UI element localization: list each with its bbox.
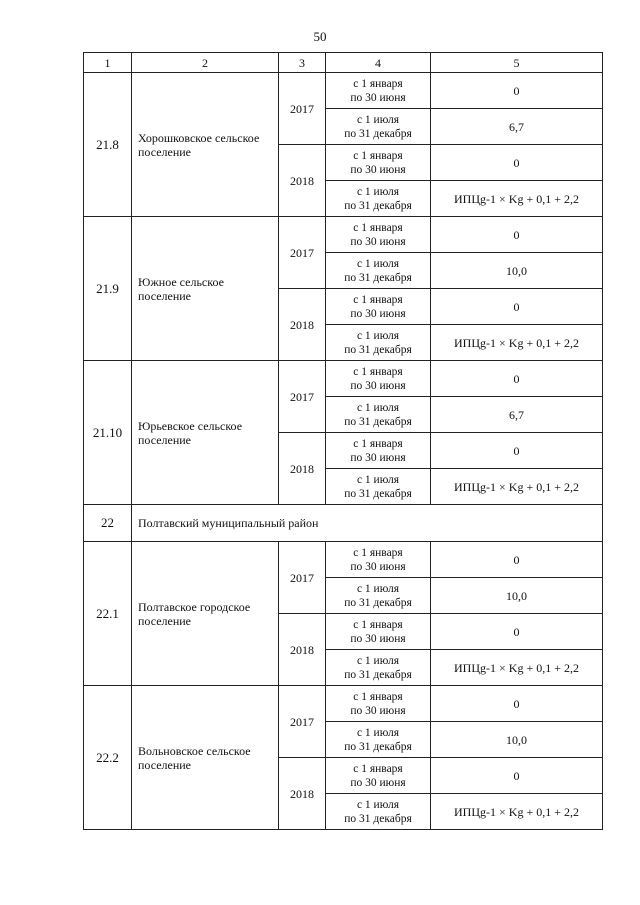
settlement-name-line: поселение (138, 757, 192, 772)
value-cell: 0 (431, 289, 603, 325)
header-cell-2: 2 (132, 53, 279, 73)
value-cell: 0 (431, 686, 603, 722)
row-number: 21.9 (84, 217, 132, 361)
header-cell-5: 5 (431, 53, 603, 73)
period-cell (326, 289, 431, 325)
period-cell (326, 181, 431, 217)
period-end: по 31 декабря (344, 740, 412, 753)
tariff-table (83, 52, 603, 830)
period-start: с 1 января (353, 690, 403, 703)
value-cell: 0 (431, 433, 603, 469)
year-cell: 2017 (279, 217, 326, 289)
year-cell: 2018 (279, 289, 326, 361)
settlement-name-line: Юрьевское сельское (138, 418, 243, 433)
value-cell: ИПЦg-1 × Kg + 0,1 + 2,2 (431, 650, 603, 686)
period-cell (326, 217, 431, 253)
value-cell: 0 (431, 758, 603, 794)
period-end: по 31 декабря (344, 596, 412, 609)
period-cell (326, 758, 431, 794)
period-end: по 31 декабря (344, 343, 412, 356)
year-cell: 2017 (279, 73, 326, 145)
period-end: по 31 декабря (344, 812, 412, 825)
value-cell: 0 (431, 614, 603, 650)
row-number: 22.1 (84, 542, 132, 686)
period-start: с 1 января (353, 762, 403, 775)
period-cell (326, 578, 431, 614)
period-start: с 1 июля (356, 654, 400, 667)
period-start: с 1 июля (356, 257, 400, 270)
period-start: с 1 июля (356, 185, 400, 198)
period-end: по 31 декабря (344, 668, 412, 681)
period-cell (326, 614, 431, 650)
region-name: Полтавский муниципальный район (132, 505, 603, 542)
header-cell-1: 1 (84, 53, 132, 73)
period-cell (326, 686, 431, 722)
period-end: по 30 июня (350, 163, 406, 176)
region-row (84, 505, 603, 542)
period-start: с 1 января (353, 437, 403, 450)
year-cell: 2017 (279, 686, 326, 758)
period-cell (326, 542, 431, 578)
value-cell: 0 (431, 542, 603, 578)
period-cell (326, 361, 431, 397)
table-row (84, 542, 603, 578)
period-start: с 1 января (353, 546, 403, 559)
value-cell: 10,0 (431, 722, 603, 758)
period-start: с 1 января (353, 77, 403, 90)
period-start: с 1 июля (356, 582, 400, 595)
period-start: с 1 июля (356, 798, 400, 811)
table-row (84, 217, 603, 253)
header-cell-4: 4 (326, 53, 431, 73)
period-cell (326, 469, 431, 505)
settlement-name-line: Полтавское городское (138, 599, 251, 614)
period-cell (326, 722, 431, 758)
period-end: по 31 декабря (344, 415, 412, 428)
period-end: по 30 июня (350, 379, 406, 392)
period-start: с 1 января (353, 149, 403, 162)
value-cell: ИПЦg-1 × Kg + 0,1 + 2,2 (431, 794, 603, 830)
period-cell (326, 650, 431, 686)
period-cell (326, 253, 431, 289)
value-cell: ИПЦg-1 × Kg + 0,1 + 2,2 (431, 181, 603, 217)
period-end: по 30 июня (350, 235, 406, 248)
period-cell (326, 433, 431, 469)
settlement-name-line: поселение (138, 432, 192, 447)
period-end: по 31 декабря (344, 487, 412, 500)
period-cell (326, 794, 431, 830)
period-cell (326, 109, 431, 145)
value-cell: 0 (431, 217, 603, 253)
period-end: по 30 июня (350, 451, 406, 464)
period-start: с 1 января (353, 618, 403, 631)
row-number: 21.8 (84, 73, 132, 217)
row-number: 21.10 (84, 361, 132, 505)
year-cell: 2017 (279, 361, 326, 433)
page-number: 50 (313, 29, 327, 44)
value-cell: 0 (431, 73, 603, 109)
value-cell: 6,7 (431, 109, 603, 145)
period-end: по 30 июня (350, 560, 406, 573)
header-row (84, 53, 603, 73)
period-start: с 1 июля (356, 726, 400, 739)
value-cell: 10,0 (431, 253, 603, 289)
period-start: с 1 января (353, 365, 403, 378)
table-body (84, 53, 603, 830)
period-start: с 1 января (353, 293, 403, 306)
header-cell-3: 3 (279, 53, 326, 73)
period-end: по 30 июня (350, 91, 406, 104)
settlement-name-line: поселение (138, 613, 192, 628)
period-cell (326, 145, 431, 181)
settlement-name (132, 73, 279, 217)
region-number: 22 (84, 505, 132, 542)
period-end: по 31 декабря (344, 199, 412, 212)
settlement-name (132, 217, 279, 361)
table-row (84, 73, 603, 109)
period-cell (326, 325, 431, 361)
table-row (84, 686, 603, 722)
period-cell (326, 397, 431, 433)
settlement-name (132, 542, 279, 686)
settlement-name-line: Южное сельское (138, 274, 224, 289)
period-end: по 31 декабря (344, 127, 412, 140)
settlement-name-line: Хорошковское сельское (138, 130, 260, 145)
period-start: с 1 июля (356, 113, 400, 126)
value-cell: 10,0 (431, 578, 603, 614)
value-cell: 6,7 (431, 397, 603, 433)
settlement-name-line: поселение (138, 144, 192, 159)
year-cell: 2017 (279, 542, 326, 614)
period-end: по 30 июня (350, 307, 406, 320)
row-number: 22.2 (84, 686, 132, 830)
period-start: с 1 июля (356, 329, 400, 342)
year-cell: 2018 (279, 433, 326, 505)
year-cell: 2018 (279, 758, 326, 830)
year-cell: 2018 (279, 145, 326, 217)
table-row (84, 361, 603, 397)
settlement-name-line: поселение (138, 288, 192, 303)
value-cell: 0 (431, 361, 603, 397)
period-end: по 31 декабря (344, 271, 412, 284)
period-end: по 30 июня (350, 632, 406, 645)
value-cell: ИПЦg-1 × Kg + 0,1 + 2,2 (431, 325, 603, 361)
period-start: с 1 июля (356, 473, 400, 486)
settlement-name-line: Вольновское сельское (138, 743, 251, 758)
period-end: по 30 июня (350, 776, 406, 789)
period-cell (326, 73, 431, 109)
settlement-name (132, 361, 279, 505)
value-cell: ИПЦg-1 × Kg + 0,1 + 2,2 (431, 469, 603, 505)
year-cell: 2018 (279, 614, 326, 686)
period-start: с 1 января (353, 221, 403, 234)
period-start: с 1 июля (356, 401, 400, 414)
settlement-name (132, 686, 279, 830)
value-cell: 0 (431, 145, 603, 181)
period-end: по 30 июня (350, 704, 406, 717)
